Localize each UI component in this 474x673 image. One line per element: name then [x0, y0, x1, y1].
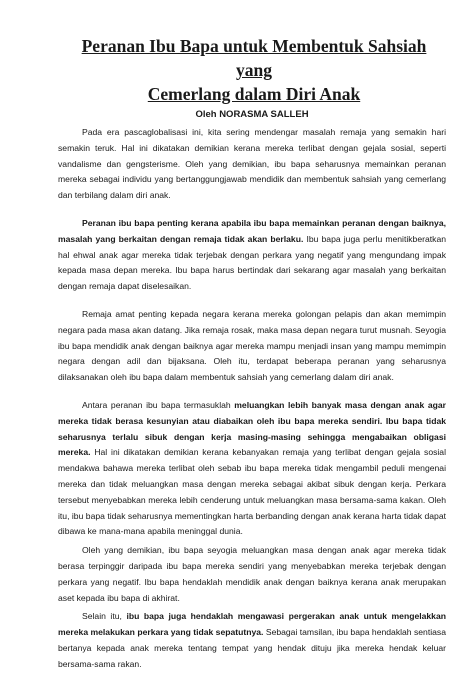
paragraph-6-bold: ibu bapa juga hendaklah mengawasi pergerakan anak untuk mengelakkan mereka melakukan perkara yang tidak sepatutnya.: [58, 611, 446, 638]
title-line-1: Peranan Ibu Bapa untuk Membentuk Sahsiah yang: [81, 36, 427, 80]
paragraph-4-bold-1: meluangkan lebih banyak masa dengan anak agar mereka tidak berasa kesunyian atau diabaikan oleh ibu bapa mereka sendiri.: [58, 399, 446, 426]
document-title: [58, 34, 446, 106]
title-line-2: Cemerlang dalam Diri Anak: [147, 84, 361, 104]
paragraph-4-bold-2: Ibu bapa tidak seharusnya terlalu sibuk dengan kerja masing-masing sehingga mengabaikan obligasi mereka.: [58, 415, 446, 458]
author-byline: Oleh NORASMA SALLEH: [195, 109, 309, 120]
paragraph-4: [58, 398, 446, 540]
paragraph-6-lead: Selain itu,: [82, 611, 127, 622]
paragraph-6-text: Sebagai tamsilan, ibu bapa hendaklah sentiasa bertanya kepada anak mereka tentang tempat yang hendak dituju jika mereka hendak keluar bersama-sama rakan.: [58, 627, 446, 669]
paragraph-4-lead: Antara peranan ibu bapa termasuklah: [82, 399, 235, 410]
paragraph-2-bold: Peranan ibu bapa penting kerana apabila ibu bapa memainkan peranan dengan baiknya, masalah yang berkaitan dengan remaja tidak akan berlaku.: [58, 217, 446, 244]
paragraph-intro: Pada era pascaglobalisasi ini, kita sering mendengar masalah remaja yang semakin hari semakin teruk. Hal ini dikatakan demikian kerana mereka terlibat dengan gejala sosial, seperti vandalisme dan gengsterisme. Oleh yang demikian, ibu bapa seharusnya memainkan peranan mereka sebagai individu yang bertanggungjawab mendidik dan membentuk sahsiah yang cemerlang dan terbilang dalam diri anak.: [58, 127, 446, 201]
paragraph-6: [58, 609, 446, 672]
paragraph-4-text: Hal ini dikatakan demikian kerana kebanyakan remaja yang terlibat dengan gejala sosial mendakwa bahawa mereka terlibat oleh sebab ibu bapa mereka tidak mengambil peduli mengenai mereka dan tidak meluangkan masa dengan mereka sebagai akibat sibuk dengan kerja. Perkara tersebut menyebabkan mereka lebih cenderung untuk meluangkan masa bersama-sama kakan. Oleh itu, ibu bapa tidak seharusnya mementingkan harta berbanding dengan anak kerana harta tidak dapat dibawa ke mana-mana apabila meninggal dunia.: [58, 447, 446, 537]
paragraph-5: Oleh yang demikian, ibu bapa seyogia meluangkan masa dengan anak agar mereka tidak berasa terpinggir daripada ibu bapa mereka sendiri yang menyebabkan mereka terjebak dengan perkara yang negatif. Ibu bapa hendaklah mendidik anak dengan baiknya kerana anak merupakan aset kepada ibu bapa di akhirat.: [58, 545, 446, 603]
paragraph-2: [58, 216, 446, 295]
paragraph-3: Remaja amat penting kepada negara kerana mereka golongan pelapis dan akan memimpin negara pada masa akan datang. Jika remaja rosak, maka masa depan negara turut musnah. Seyogia ibu bapa mendidik anak dengan baiknya agar mereka mampu menjadi insan yang mampu memimpin negara dengan adil dan bijaksana. Oleh itu, terdapat beberapa peranan yang seharusnya dilaksanakan oleh ibu bapa dalam membentuk sahsiah yang cemerlang dalam diri anak.: [58, 308, 446, 383]
paragraph-2-text: Ibu bapa juga perlu menitikberatkan hal ehwal anak agar mereka tidak terjebak dengan perkara yang negatif yang mengundang impak kepada masa depan mereka. Ibu bapa harus bertindak dari sekarang agar masalah yang berkaitan dengan remaja dapat diselesaikan.: [58, 233, 446, 292]
